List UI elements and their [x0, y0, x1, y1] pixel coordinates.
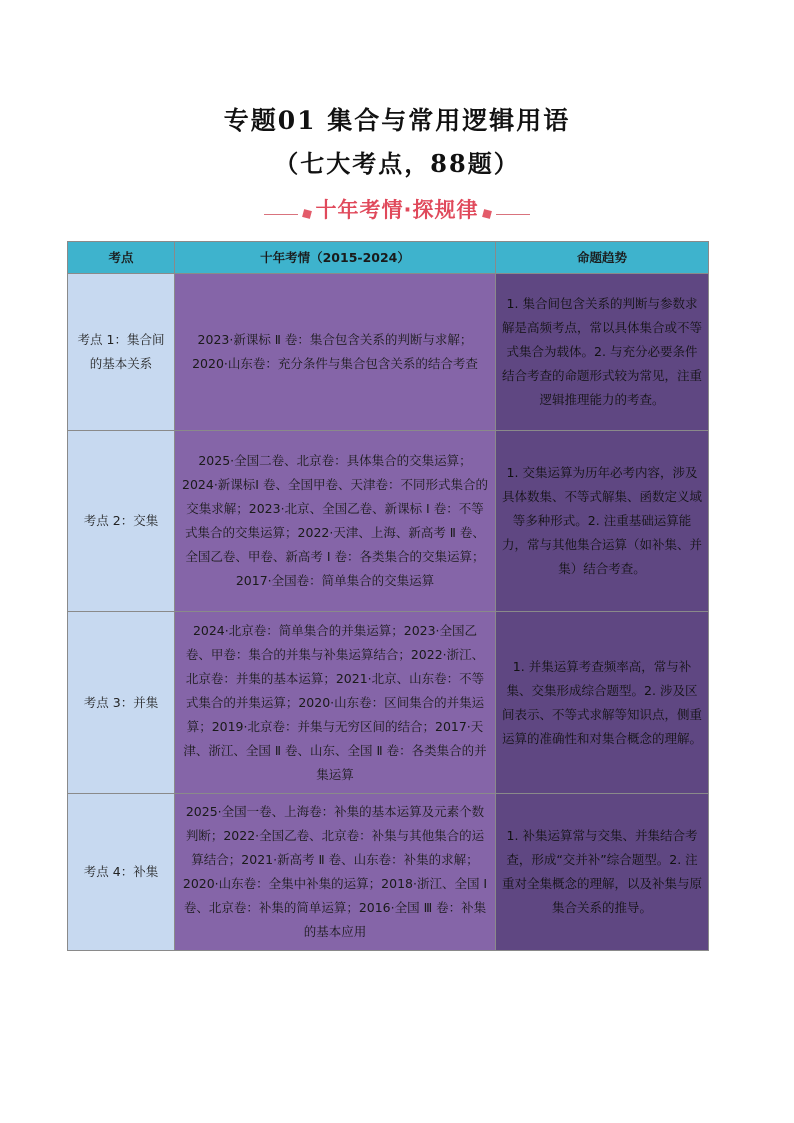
trend-cell: 1. 并集运算考查频率高，常与补集、交集形成综合题型。2. 涉及区间表示、不等式求解等知识点，侧重运算的准确性和对集合概念的理解。 [496, 612, 709, 794]
trend-cell: 1. 交集运算为历年必考内容，涉及具体数集、不等式解集、函数定义域等多种形式。2. 注重基础运算能力，常与其他集合运算（如补集、并集）结合考查。 [496, 431, 709, 612]
header-history: 十年考情（2015-2024） [175, 242, 496, 274]
trend-cell: 1. 集合间包含关系的判断与参数求解是高频考点，常以具体集合或不等式集合为载体。2. 与充分必要条件结合考查的命题形式较为常见，注重逻辑推理能力的考查。 [496, 274, 709, 431]
exam-topics-table [67, 241, 709, 951]
page-title: 专题01 集合与常用逻辑用语 [223, 106, 571, 135]
table-row [68, 612, 709, 794]
table-row [68, 794, 709, 951]
header-trend: 命题趋势 [496, 242, 709, 274]
page-subtitle: （七大考点，88题） [274, 149, 520, 178]
banner-text: 十年考情·探规律 [315, 198, 479, 222]
history-cell: 2024·北京卷：简单集合的并集运算；2023·全国乙卷、甲卷：集合的并集与补集运算结合；2022·浙江、北京卷：并集的基本运算；2021·北京、山东卷：不等式集合的并集运算；2020·山东卷：区间集合的并集运算；2019·北京卷：并集与无穷区间的结合；2017·天津、浙江、全国 Ⅱ 卷、山东、全国 Ⅱ 卷：各类集合的并集运算 [175, 612, 496, 794]
trend-cell: 1. 补集运算常与交集、并集结合考查，形成“交并补”综合题型。2. 注重对全集概念的理解，以及补集与原集合关系的推导。 [496, 794, 709, 951]
history-cell: 2025·全国二卷、北京卷：具体集合的交集运算；2024·新课标Ⅰ 卷、全国甲卷、天津卷：不同形式集合的交集求解；2023·北京、全国乙卷、新课标 Ⅰ 卷：不等式集合的交集运算；2022·天津、上海、新高考 Ⅱ 卷、全国乙卷、甲卷、新高考 Ⅰ 卷：各类集合的交集运算；2017·全国卷：简单集合的交集运算 [175, 431, 496, 612]
topic-cell: 考点 3：并集 [68, 612, 175, 794]
topic-cell: 考点 2：交集 [68, 431, 175, 612]
table-row [68, 431, 709, 612]
banner-left-line [264, 214, 298, 215]
history-cell: 2023·新课标 Ⅱ 卷：集合包含关系的判断与求解；2020·山东卷：充分条件与集合包含关系的结合考查 [175, 274, 496, 431]
table-header-row [68, 242, 709, 274]
table-row [68, 274, 709, 431]
history-cell: 2025·全国一卷、上海卷：补集的基本运算及元素个数判断；2022·全国乙卷、北京卷：补集与其他集合的运算结合；2021·新高考 Ⅱ 卷、山东卷：补集的求解；2020·山东卷：全集中补集的运算；2018·浙江、全国 Ⅰ 卷、北京卷：补集的简单运算；2016·全国 Ⅲ 卷：补集的基本应用 [175, 794, 496, 951]
banner-right-line [496, 214, 530, 215]
banner-left-diamond-icon [302, 209, 312, 219]
banner-right-diamond-icon [483, 209, 493, 219]
topic-cell: 考点 4：补集 [68, 794, 175, 951]
section-banner [0, 193, 794, 225]
header-topic: 考点 [68, 242, 175, 274]
topic-cell: 考点 1：集合间的基本关系 [68, 274, 175, 431]
